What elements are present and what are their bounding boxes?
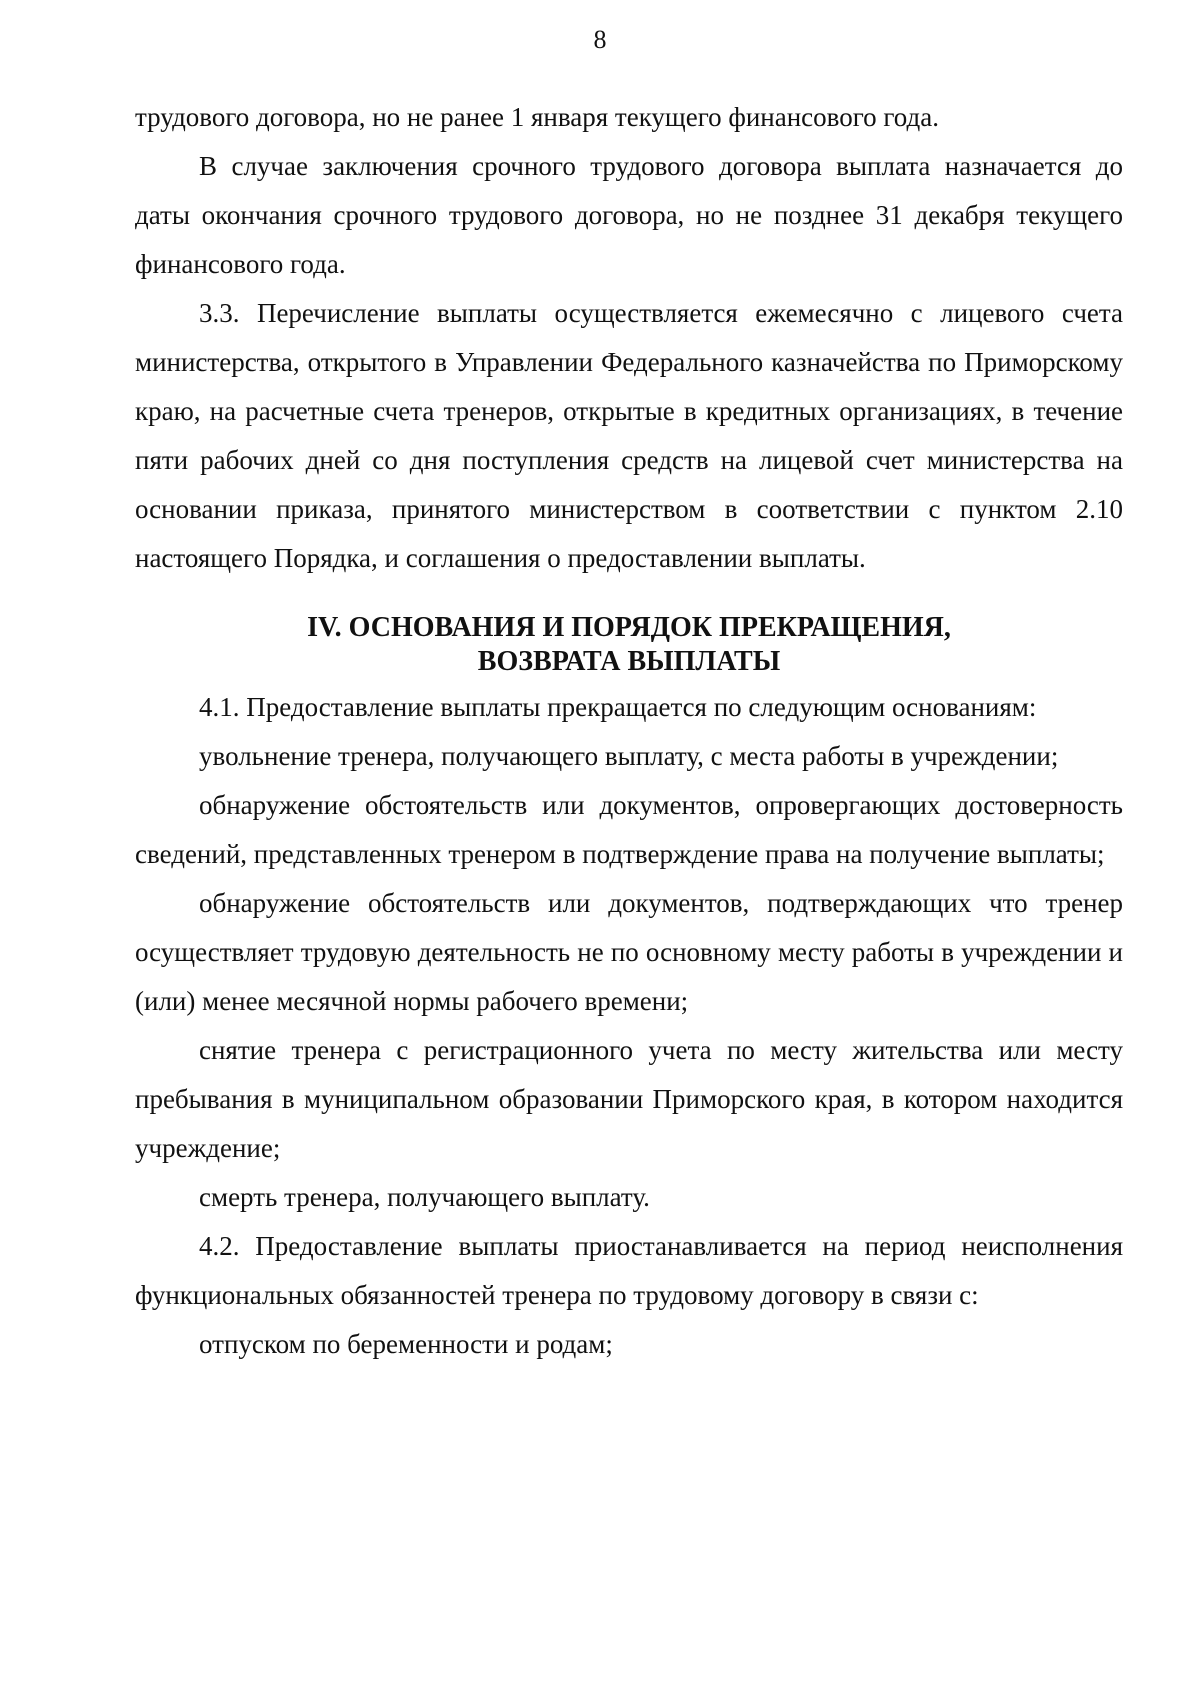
- list-item-death: смерть тренера, получающего выплату.: [199, 1182, 650, 1212]
- paragraph-fixed-term-contract: В случае заключения срочного трудового договора выплата назначается до даты окончания срочного трудового договора, но не позднее 31 декабря текущего финансового года.: [135, 151, 1123, 279]
- section-heading-line-1: IV. ОСНОВАНИЯ И ПОРЯДОК ПРЕКРАЩЕНИЯ,: [307, 612, 951, 643]
- list-item-refuting-documents: обнаружение обстоятельств или документов, опровергающих достоверность сведений, представленных тренером в подтверждение права на получение выплаты;: [135, 790, 1123, 869]
- list-item-dismissal: увольнение тренера, получающего выплату, с места работы в учреждении;: [199, 741, 1059, 771]
- paragraph-4-2: 4.2. Предоставление выплаты приостанавливается на период неисполнения функциональных обязанностей тренера по трудовому договору в связи с:: [135, 1231, 1123, 1310]
- paragraph-3-3: 3.3. Перечисление выплаты осуществляется ежемесячно с лицевого счета министерства, открытого в Управлении Федерального казначейства по Приморскому краю, на расчетные счета тренеров, открытые в кредитных организациях, в течение пяти рабочих дней со дня поступления средств на лицевой счет министерства на основании приказа, принятого министерством в соответствии с пунктом 2.10 настоящего Порядка, и соглашения о предоставлении выплаты.: [135, 298, 1123, 573]
- document-body: [135, 93, 1123, 1369]
- section-heading-line-2: ВОЗВРАТА ВЫПЛАТЫ: [477, 646, 781, 677]
- list-item-maternity-leave: отпуском по беременности и родам;: [199, 1329, 613, 1359]
- paragraph-continuation: трудового договора, но не ранее 1 января текущего финансового года.: [135, 102, 939, 132]
- paragraph-4-1: 4.1. Предоставление выплаты прекращается по следующим основаниям:: [199, 692, 1037, 722]
- list-item-confirming-documents: обнаружение обстоятельств или документов, подтверждающих что тренер осуществляет трудовую деятельность не по основному месту работы в учреждении и (или) менее месячной нормы рабочего времени;: [135, 888, 1123, 1016]
- page-number: 8: [593, 25, 607, 54]
- list-item-deregistration: снятие тренера с регистрационного учета по месту жительства или месту пребывания в муниципальном образовании Приморского края, в котором находится учреждение;: [135, 1035, 1123, 1163]
- section-heading: [135, 611, 1123, 679]
